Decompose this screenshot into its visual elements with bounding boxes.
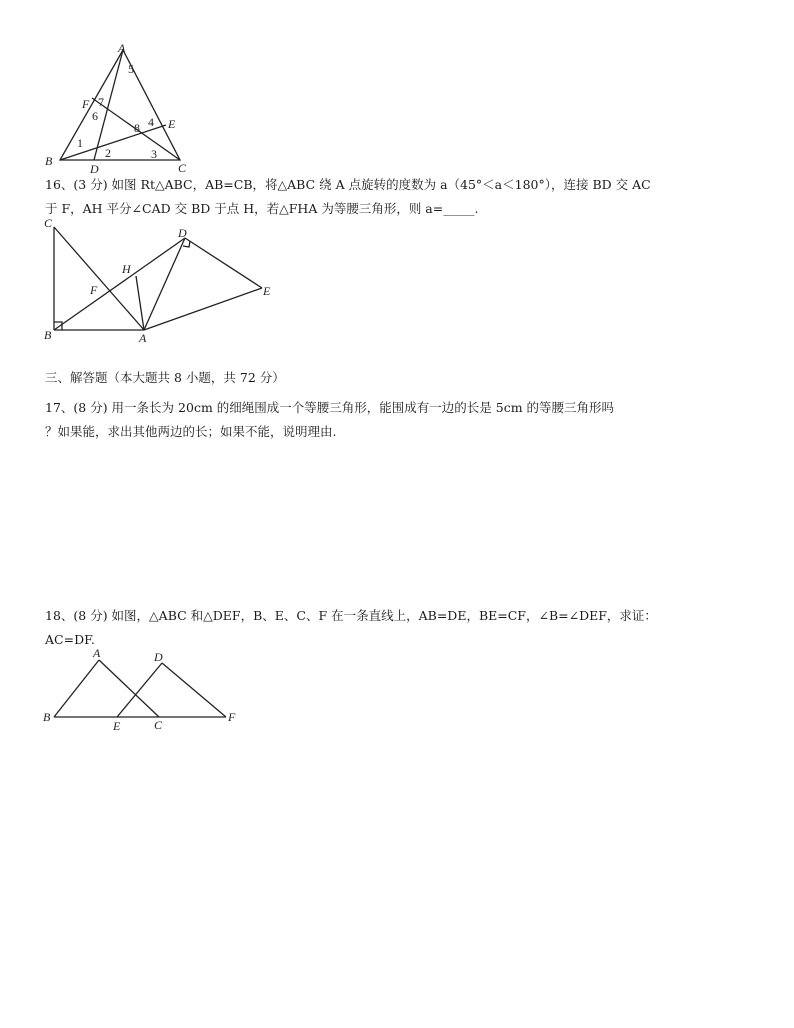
label-b: B xyxy=(43,710,51,724)
segment-ca xyxy=(54,227,144,330)
label-a: A xyxy=(118,41,126,55)
figure-1 xyxy=(40,40,200,175)
figure-1-diagram xyxy=(40,40,200,175)
angle-6: 6 xyxy=(92,109,98,123)
label-c: C xyxy=(178,161,187,175)
q17-line-1: 17、(8 分) 用一条长为 20cm 的细绳围成一个等腰三角形，能围成有一边的长是 5cm 的等腰三角形吗 xyxy=(45,400,615,415)
figure-3 xyxy=(40,643,250,733)
right-angle-d xyxy=(183,241,190,247)
segment-ac xyxy=(99,660,159,717)
angle-5: 5 xyxy=(128,62,134,76)
q18-line-2: AC=DF. xyxy=(45,632,95,647)
label-f: F xyxy=(82,97,90,111)
label-d: D xyxy=(178,226,187,240)
angle-1: 1 xyxy=(77,136,83,150)
label-b: B xyxy=(44,328,52,342)
angle-8: 8 xyxy=(134,121,140,135)
angle-3: 3 xyxy=(151,147,157,161)
label-h: H xyxy=(122,262,131,276)
segment-de xyxy=(117,663,162,717)
label-a: A xyxy=(93,646,101,660)
label-e: E xyxy=(113,719,121,733)
label-f: F xyxy=(90,283,98,297)
segment-ab xyxy=(54,660,99,717)
label-d: D xyxy=(90,162,99,176)
angle-7: 7 xyxy=(98,95,104,109)
section-3-title: 三、解答题（本大题共 8 小题，共 72 分） xyxy=(45,370,285,385)
q16-line-1: 16、(3 分) 如图 Rt△ABC，AB=CB，将△ABC 绕 A 点旋转的度数为 a（45°＜a＜180°），连接 BD 交 AC xyxy=(45,177,651,192)
label-d: D xyxy=(154,650,163,664)
label-b: B xyxy=(45,154,53,168)
q16-line-2: 于 F，AH 平分∠CAD 交 BD 于点 H，若△FHA 为等腰三角形，则 a=_____. xyxy=(45,201,479,216)
label-c: C xyxy=(44,216,53,230)
label-e: E xyxy=(168,117,176,131)
label-c: C xyxy=(154,718,163,732)
figure-2-diagram xyxy=(40,215,280,345)
angle-2: 2 xyxy=(105,146,111,160)
label-e: E xyxy=(263,284,271,298)
figure-3-diagram xyxy=(40,643,250,733)
segment-df xyxy=(162,663,226,717)
segment-de xyxy=(185,238,262,288)
label-f: F xyxy=(228,710,236,724)
angle-4: 4 xyxy=(148,115,154,129)
segment-ae xyxy=(144,288,262,330)
segment-bd xyxy=(54,238,185,330)
figure-2 xyxy=(40,215,280,345)
q17-line-2: ？如果能，求出其他两边的长；如果不能，说明理由. xyxy=(45,424,337,439)
q18-line-1: 18、(8 分) 如图，△ABC 和△DEF，B、E、C、F 在一条直线上，AB=DE，BE=CF，∠B=∠DEF，求证： xyxy=(45,608,657,623)
label-a: A xyxy=(139,331,147,345)
